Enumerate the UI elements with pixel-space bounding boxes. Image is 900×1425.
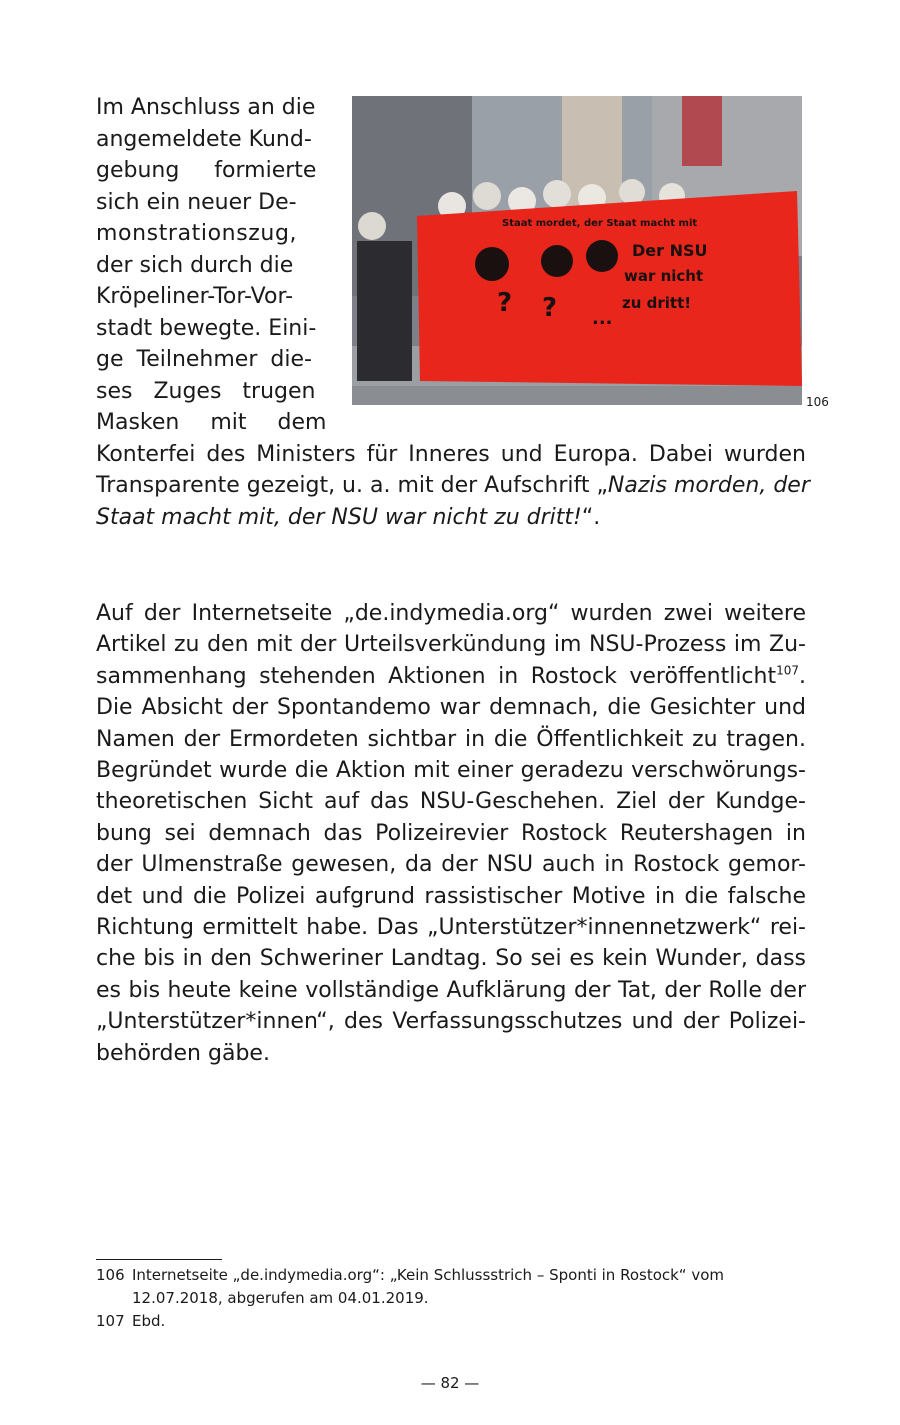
text-line: angemeldete Kund-	[96, 126, 312, 152]
banner-heading: Staat mordet, der Staat macht mit	[502, 218, 698, 229]
quote-italic: Nazis morden, der	[607, 473, 810, 498]
demonstration-photo	[352, 96, 802, 405]
text-line: monstrationszug,	[96, 221, 298, 246]
text-line: Kröpeliner-Tor-Vor-	[96, 284, 294, 309]
banner-line: Der NSU	[632, 241, 708, 260]
footnote-text: Ebd.	[132, 1312, 166, 1330]
text-line: stadt bewegte. Eini-	[96, 315, 317, 341]
text-line	[96, 502, 806, 534]
text-line: Begründet wurde die Aktion mit einer geradezu verschwörungs-	[96, 758, 806, 784]
banner-line: zu dritt!	[622, 294, 692, 312]
footnote-divider	[96, 1259, 222, 1260]
photo-footnote-ref: 106	[806, 395, 829, 409]
page-number: — 82 —	[420, 1374, 480, 1392]
text-segment: Transparente gezeigt, u. a. mit der Aufschrift „	[96, 473, 608, 498]
quote-italic: Staat macht mit, der NSU war nicht zu dritt!	[96, 505, 582, 530]
text-line: der sich durch die	[96, 252, 294, 278]
footnote-107	[96, 1310, 806, 1333]
second-paragraph	[96, 598, 806, 1069]
text-line: Die Absicht der Spontandemo war demnach, die Gesichter und	[96, 695, 806, 721]
text-line: theoretischen Sicht auf das NSU-Geschehen. Ziel der Kundge-	[96, 789, 806, 815]
text-line: Im Anschluss an die	[96, 95, 316, 120]
text-line: ses Zuges trugen	[96, 378, 316, 404]
footnote-line: 12.07.2018, abgerufen am 04.01.2019.	[132, 1289, 429, 1307]
banner-line: war nicht	[624, 267, 704, 285]
text-line	[96, 470, 810, 502]
text-line: bung sei demnach das Polizeirevier Rostock Reutershagen in	[96, 820, 806, 846]
text-line: ge Teilnehmer die-	[96, 347, 312, 372]
footnote-text	[132, 1264, 806, 1310]
footnote-ref-107[interactable]: 107	[776, 663, 799, 678]
footnote-number: 106	[96, 1266, 125, 1284]
text-line: Konterfei des Ministers für Inneres und Europa. Dabei wurden	[96, 442, 806, 467]
text-line: Namen der Ermordeten sichtbar in die Öffentlichkeit zu tragen.	[96, 726, 806, 752]
text-line: der Ulmenstraße gewesen, da der NSU auch in Rostock gemor-	[96, 852, 806, 878]
footnote-106	[96, 1264, 806, 1310]
text-line: Auf der Internetseite „de.indymedia.org“ wurden zwei weitere	[96, 601, 806, 626]
text-line: behörden gäbe.	[96, 1040, 270, 1066]
text-segment: sammenhang stehenden Aktionen in Rostock veröffentlicht	[96, 663, 777, 689]
footnote-number: 107	[96, 1312, 125, 1330]
text-line: es bis heute keine vollständige Aufklärung der Tat, der Rolle der	[96, 977, 806, 1003]
text-segment: “.	[581, 505, 601, 530]
banner-question-mark: ?	[497, 288, 513, 318]
text-segment: .	[799, 663, 806, 689]
text-line: „Unterstützer*innen“, des Verfassungsschutzes und der Polizei-	[96, 1009, 806, 1035]
wrapped-text-column	[96, 92, 327, 439]
footnote-line: Internetseite „de.indymedia.org“: „Kein Schlussstrich – Sponti in Rostock“ vom	[132, 1266, 725, 1284]
text-line: che bis in den Schweriner Landtag. So sei es kein Wunder, dass	[96, 946, 806, 972]
text-line: gebung formierte	[96, 158, 317, 183]
text-line	[96, 661, 806, 692]
text-line: sich ein neuer De-	[96, 189, 297, 215]
text-line: Artikel zu den mit der Urteilsverkündung im NSU-Prozess im Zu-	[96, 632, 806, 658]
text-line: Richtung ermittelt habe. Das „Unterstützer*innennetzwerk“ rei-	[96, 915, 806, 941]
banner-question-mark: ?	[542, 293, 558, 323]
text-line: det und die Polizei aufgrund rassistischer Motive in die falsche	[96, 883, 806, 909]
banner-ellipsis: ...	[592, 308, 613, 329]
photo-illustration	[352, 96, 802, 405]
text-line: Masken mit dem	[96, 410, 327, 435]
footnotes	[96, 1264, 806, 1333]
